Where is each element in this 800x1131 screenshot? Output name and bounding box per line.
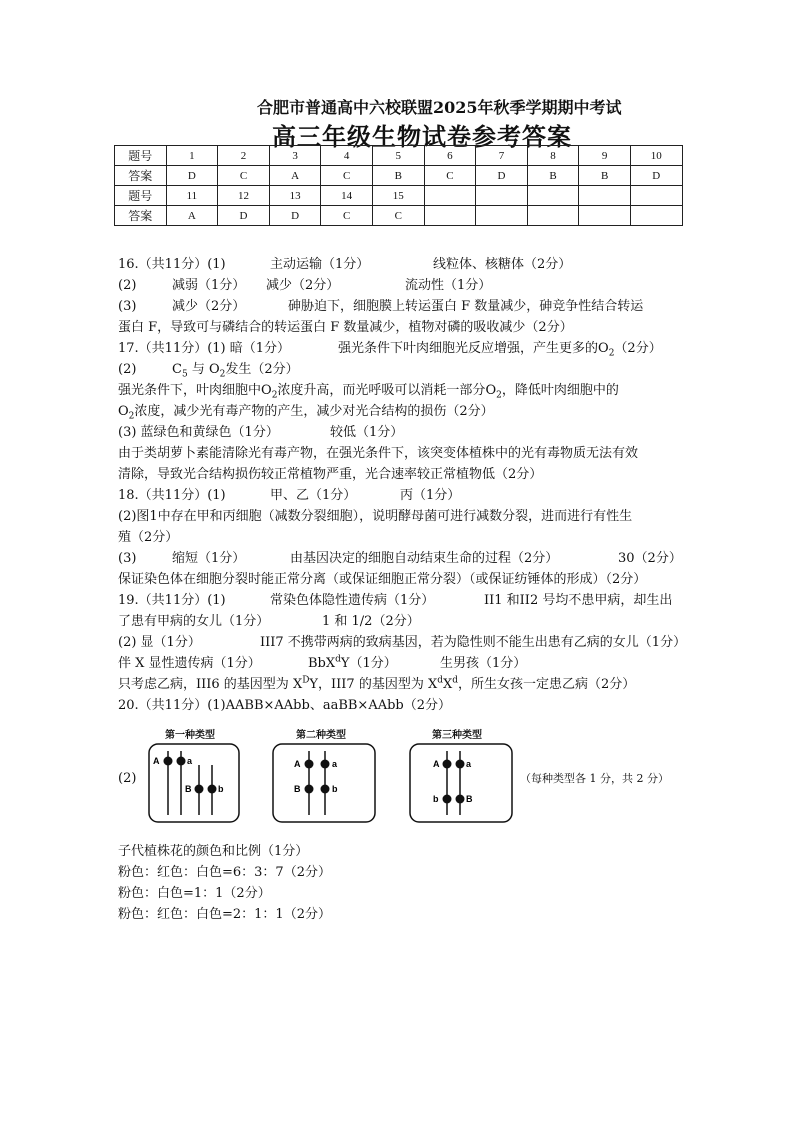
gene-label: A — [433, 759, 440, 769]
question-number: 13 — [269, 186, 321, 206]
diagram-title-3: 第三种类型 — [432, 730, 482, 741]
question-number: 3 — [269, 146, 321, 166]
part-label: (3) — [118, 299, 137, 314]
gene-label: a — [332, 759, 338, 769]
answer-text: 流动性（1分） — [405, 278, 492, 293]
answer-cell: C — [372, 206, 424, 226]
q20-heading: 20.（共11分）(1)AABB×AAbb、aaBB×AAbb（2分） — [118, 698, 452, 713]
question-number: 5 — [372, 146, 424, 166]
cell-outline — [410, 744, 512, 822]
answer-cell: D — [269, 206, 321, 226]
answer-cell: A — [166, 206, 218, 226]
question-number: 8 — [527, 146, 579, 166]
gene-locus — [456, 760, 465, 769]
answer-text: $C_5$ 与 $O_2$发生（2分） — [172, 362, 299, 380]
answer-text: 保证染色体在细胞分裂时能正常分离（或保证细胞正常分裂）（或保证纺锤体的形成）（2分） — [118, 572, 647, 587]
scoring-note: （每种类型各 1 分，共 2 分） — [520, 772, 669, 785]
gene-label: B — [294, 784, 301, 794]
table-row — [115, 146, 683, 166]
gene-locus — [305, 785, 314, 794]
gene-label: B — [466, 794, 473, 804]
part-label: (2) — [118, 362, 137, 377]
question-number: 15 — [372, 186, 424, 206]
answer-text: (2) 显（1分） — [118, 635, 201, 650]
empty-cell — [527, 186, 579, 206]
answer-text: 只考虑乙病，III6 的基因型为 $X^DY$，III7 的基因型为 $X^dX^d$，所生女孩一定患乙病（2分） — [118, 675, 636, 692]
answer-cell: D — [218, 206, 270, 226]
answer-cell: B — [527, 166, 579, 186]
question-number: 12 — [218, 186, 270, 206]
answer-cell: D — [476, 166, 528, 186]
answer-text: $O_2$浓度，减少光有毒产物的产生，减少对光合结构的损伤（2分） — [118, 404, 494, 422]
row-label: 题号 — [115, 146, 167, 166]
answer-text: 常染色体隐性遗传病（1分） — [270, 593, 435, 608]
gene-locus — [208, 785, 217, 794]
answer-text: 减少（2分） — [266, 278, 340, 293]
q17-heading: 17.（共11分）(1) 暗（1分） — [118, 341, 291, 356]
answer-text: II1 和II2 号均不患甲病，却生出 — [484, 593, 673, 608]
part-label: (2) — [118, 771, 137, 786]
gene-label: A — [294, 759, 301, 769]
answer-text: 线粒体、核糖体（2分） — [433, 257, 572, 272]
row-label: 答案 — [115, 166, 167, 186]
empty-cell — [579, 186, 631, 206]
answer-text: 强光条件下，叶肉细胞中$O_2$浓度升高，而光呼吸可以消耗一部分$O_2$，降低叶肉细胞中的 — [118, 383, 619, 401]
answer-text: 粉色：红色：白色=6：3：7（2分） — [118, 865, 331, 880]
question-number: 2 — [218, 146, 270, 166]
empty-cell — [424, 186, 476, 206]
gene-locus — [321, 760, 330, 769]
answer-cell: D — [166, 166, 218, 186]
answer-text: 1 和 1/2（2分） — [322, 614, 420, 629]
question-number: 11 — [166, 186, 218, 206]
answer-cell: C — [321, 166, 373, 186]
gene-locus — [321, 785, 330, 794]
empty-cell — [476, 206, 528, 226]
answer-text: 丙（1分） — [400, 488, 461, 503]
table-row — [115, 166, 683, 186]
answer-text: 粉色：白色=1：1（2分） — [118, 886, 271, 901]
answer-text: (2)图1中存在甲和丙细胞（减数分裂细胞），说明酵母菌可进行减数分裂，进而进行有性生 — [118, 509, 633, 524]
answer-cell: B — [579, 166, 631, 186]
question-number: 14 — [321, 186, 373, 206]
gene-label: B — [185, 784, 192, 794]
answer-text: 生男孩（1分） — [440, 656, 527, 671]
answer-text: 子代植株花的颜色和比例（1分） — [118, 844, 309, 859]
question-number: 7 — [476, 146, 528, 166]
question-number: 1 — [166, 146, 218, 166]
empty-cell — [424, 206, 476, 226]
question-number: 6 — [424, 146, 476, 166]
row-label: 题号 — [115, 186, 167, 206]
answer-text: 30（2分） — [618, 551, 682, 566]
answer-text: 由基因决定的细胞自动结束生命的过程（2分） — [290, 551, 559, 566]
gene-label: A — [153, 756, 160, 766]
answer-cell: C — [424, 166, 476, 186]
answer-text: 甲、乙（1分） — [270, 488, 357, 503]
empty-cell — [527, 206, 579, 226]
part-label: (3) — [118, 551, 137, 566]
answer-cell: C — [321, 206, 373, 226]
cell-outline — [149, 744, 239, 822]
table-row — [115, 186, 683, 206]
question-number: 9 — [579, 146, 631, 166]
answer-text: 砷胁迫下，细胞膜上转运蛋白 F 数量减少，砷竞争性结合转运 — [288, 299, 644, 314]
answer-text: BbX$^d$Y（1分） — [308, 654, 397, 671]
answer-text: 强光条件下叶肉细胞光反应增强，产生更多的$O_2(2$分） — [338, 341, 662, 359]
diagram-title-1: 第一种类型 — [165, 730, 215, 741]
question-number: 4 — [321, 146, 373, 166]
q16-heading: 16.（共11分）(1) — [118, 257, 226, 272]
answer-cell: A — [269, 166, 321, 186]
gene-locus — [177, 757, 186, 766]
q18-heading: 18.（共11分）(1) — [118, 488, 226, 503]
chromosome-diagram-1 — [148, 743, 240, 823]
empty-cell — [579, 206, 631, 226]
answer-text: 殖（2分） — [118, 530, 179, 545]
question-number: 10 — [630, 146, 682, 166]
answer-text: 缩短（1分） — [172, 551, 246, 566]
gene-label: b — [433, 794, 439, 804]
gene-locus — [195, 785, 204, 794]
cell-outline — [273, 744, 375, 822]
gene-label: b — [218, 784, 224, 794]
empty-cell — [630, 186, 682, 206]
gene-locus — [305, 760, 314, 769]
empty-cell — [630, 206, 682, 226]
gene-locus — [164, 757, 173, 766]
empty-cell — [476, 186, 528, 206]
answer-cell: B — [372, 166, 424, 186]
q19-heading: 19.（共11分）(1) — [118, 593, 226, 608]
answer-text: 减少（2分） — [172, 299, 246, 314]
answer-text: 由于类胡萝卜素能清除光有毒产物，在强光条件下，该突变体植株中的光有毒物质无法有效 — [118, 446, 639, 461]
answer-text: III7 不携带两病的致病基因，若为隐性则不能生出患有乙病的女儿（1分） — [260, 635, 687, 650]
table-row — [115, 206, 683, 226]
row-label: 答案 — [115, 206, 167, 226]
exam-title: 合肥市普通高中六校联盟2025年秋季学期期中考试 — [257, 98, 622, 117]
answer-text: (3) 蓝绿色和黄绿色（1分） — [118, 425, 279, 440]
answer-table — [114, 145, 683, 226]
gene-label: b — [332, 784, 338, 794]
part-label: (2) — [118, 278, 137, 293]
answer-text: 减弱（1分） — [172, 278, 246, 293]
answer-text: 清除，导致光合结构损伤较正常植物严重，光合速率较正常植物低（2分） — [118, 467, 543, 482]
gene-locus — [443, 760, 452, 769]
answer-cell: C — [218, 166, 270, 186]
gene-locus — [456, 795, 465, 804]
answer-text: 主动运输（1分） — [270, 257, 370, 272]
chromosome-diagram-2 — [272, 743, 376, 823]
answer-text: 了患有甲病的女儿（1分） — [118, 614, 270, 629]
answer-text: 较低（1分） — [330, 425, 404, 440]
diagram-title-2: 第二种类型 — [296, 730, 346, 741]
answer-cell: D — [630, 166, 682, 186]
gene-locus — [443, 795, 452, 804]
gene-label: a — [466, 759, 472, 769]
answer-text: 粉色：红色：白色=2：1：1（2分） — [118, 907, 331, 922]
answer-text: 伴 X 显性遗传病（1分） — [118, 656, 261, 671]
answer-text: 蛋白 F，导致可与磷结合的转运蛋白 F 数量减少，植物对磷的吸收减少（2分） — [118, 320, 573, 335]
chromosome-diagram-3 — [409, 743, 513, 823]
gene-label: a — [187, 756, 193, 766]
answer-key-title: 高三年级生物试卷参考答案 — [272, 122, 572, 151]
